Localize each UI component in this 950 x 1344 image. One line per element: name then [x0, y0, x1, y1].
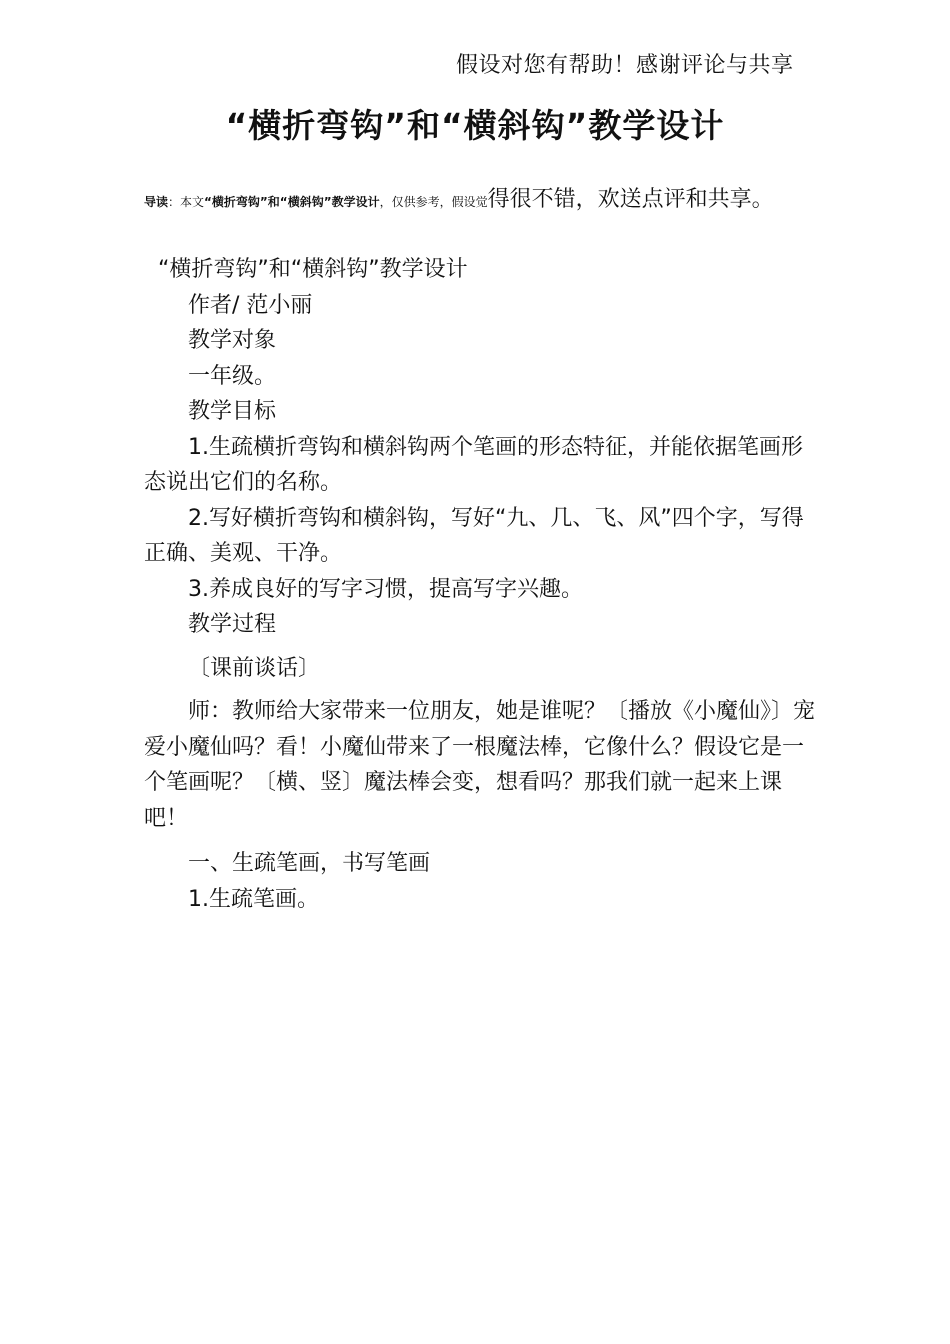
process-heading: 教学过程 — [188, 612, 277, 637]
pre-talk-heading: 〔课前谈话〕 — [188, 655, 321, 681]
goal-2: 2.写好横折弯钩和横斜钩，写好“九、几、飞、风”四个字，写得正确、美观、干净。 — [144, 505, 804, 566]
goal-1: 1.生疏横折弯钩和横斜钩两个笔画的形态特征，并能依据笔画形态说出它们的名称。 — [144, 434, 803, 495]
intro-part1: ：本文 — [168, 195, 205, 209]
intro-paragraph — [144, 182, 824, 220]
intro-part4: 得很不错，欢送点评和共享。 — [487, 187, 774, 212]
document-title: “横折弯钩”和“横斜钩”教学设计 — [225, 106, 725, 145]
author-line: 作者/ 范小丽 — [188, 292, 313, 318]
header-note: 假设对您有帮助！感谢评论与共享 — [456, 53, 794, 78]
intro-part2: “横折弯钩”和“横斜钩”教学设计 — [204, 195, 380, 209]
document-body — [144, 252, 824, 917]
body-subtitle: “横折弯钩”和“横斜钩”教学设计 — [158, 257, 468, 282]
intro-part3: ，仅供参考，假设觉 — [379, 195, 488, 209]
goals-heading: 教学目标 — [188, 399, 277, 424]
item-1: 1.生疏笔画。 — [188, 886, 319, 912]
intro-lead: 导读 — [144, 195, 169, 209]
target-heading: 教学对象 — [188, 328, 277, 353]
section-1-heading: 一、生疏笔画，书写笔画 — [188, 851, 431, 876]
dialog-paragraph: 师：教师给大家带来一位朋友，她是谁呢？〔播放《小魔仙》〕宠爱小魔仙吗？看！小魔仙带来了一根魔法棒，它像什么？假设它是一个笔画呢？〔横、竖〕魔法棒会变，想看吗？那我们就一起来上课吧！ — [144, 699, 816, 831]
target-text: 一年级。 — [188, 363, 277, 389]
goal-3: 3.养成良好的写字习惯，提高写字兴趣。 — [188, 576, 583, 602]
